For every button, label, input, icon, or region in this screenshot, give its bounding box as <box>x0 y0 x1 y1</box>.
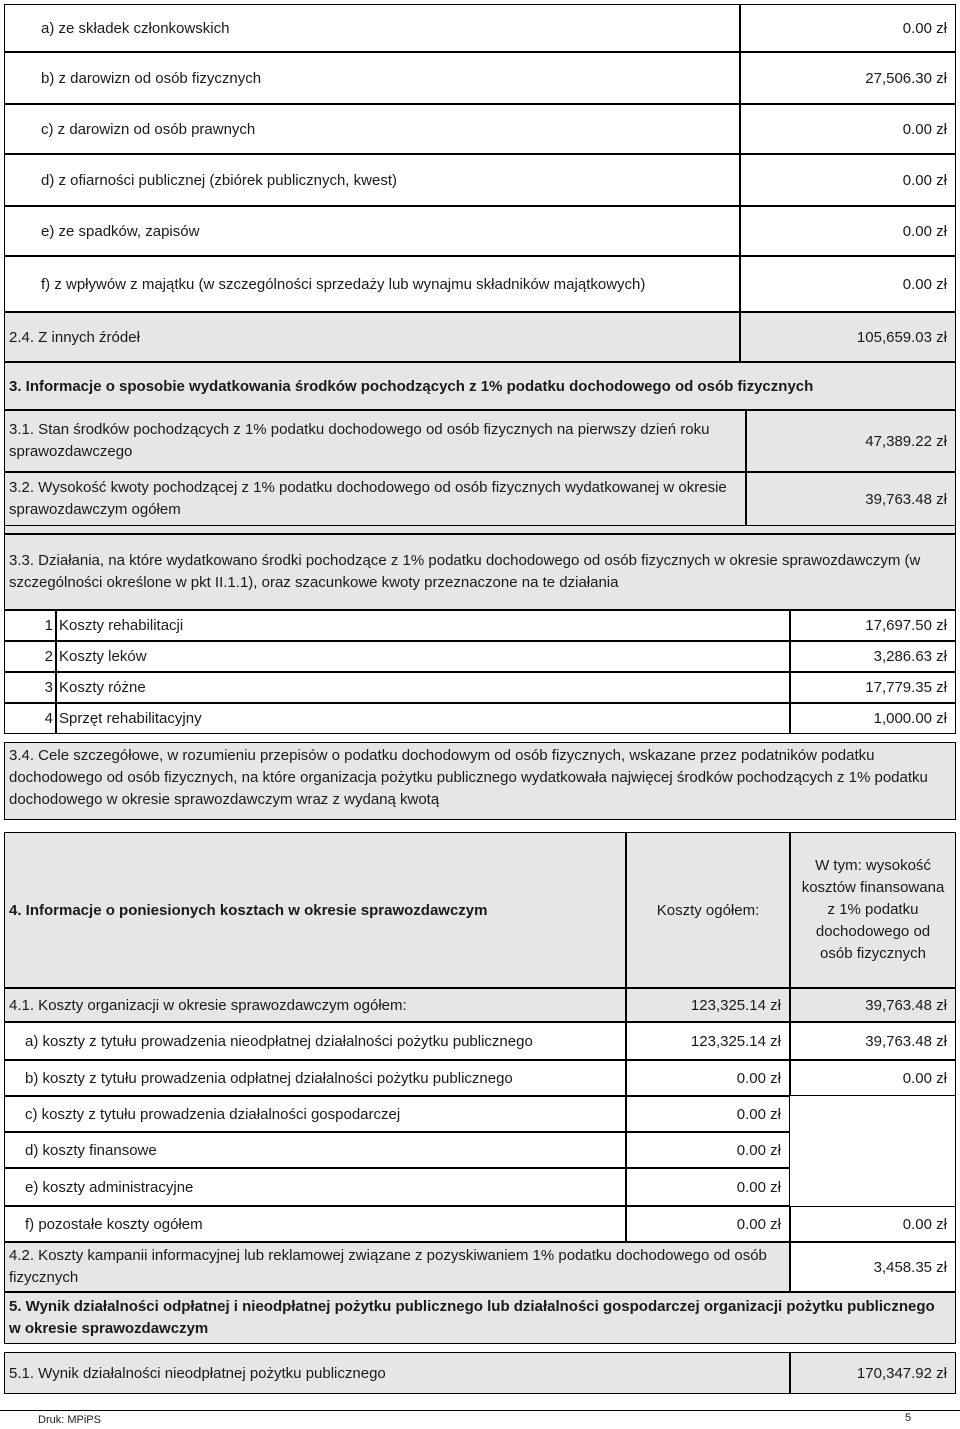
cost-row-b-label: b) koszty z tytułu prowadzenia odpłatnej działalności pożytku publicznego <box>4 1060 626 1096</box>
income-row-f: f) z wpływów z majątku (w szczególności sprzedaży lub wynajmu składników majątkowych) <box>4 256 740 312</box>
section-2-4-label: 2.4. Z innych źródeł <box>4 312 740 362</box>
cost-row-e-1pct-empty <box>790 1168 956 1206</box>
section-5-1-label: 5.1. Wynik działalności nieodpłatnej pożytku publicznego <box>4 1352 790 1394</box>
section-5-title: 5. Wynik działalności odpłatnej i nieodpłatnej pożytku publicznego lub działalności gospodarczej organizacji pożytku publicznego w okresie sprawozdawczym <box>4 1292 956 1344</box>
cost-row-f-total: 0.00 zł <box>626 1206 790 1242</box>
activity-value: 17,697.50 zł <box>790 610 956 641</box>
column-header-1pct: W tym: wysokość kosztów finansowana z 1% podatku dochodowego od osób fizycznych <box>790 832 956 988</box>
cost-row-d-1pct-empty <box>790 1132 956 1168</box>
cost-row-c-label: c) koszty z tytułu prowadzenia działalności gospodarczej <box>4 1096 626 1132</box>
activity-name: Sprzęt rehabilitacyjny <box>56 703 790 734</box>
section-4-1-total: 123,325.14 zł <box>626 988 790 1022</box>
cost-row-a-1pct: 39,763.48 zł <box>790 1022 956 1060</box>
income-value-f: 0.00 zł <box>740 256 956 312</box>
cost-row-b-total: 0.00 zł <box>626 1060 790 1096</box>
income-row-b: b) z darowizn od osób fizycznych <box>4 52 740 104</box>
income-value-b: 27,506.30 zł <box>740 52 956 104</box>
footer-page-number: 5 <box>905 1412 912 1424</box>
section-4-2-value: 3,458.35 zł <box>790 1242 956 1292</box>
income-row-a: a) ze składek członkowskich <box>4 4 740 52</box>
cost-row-a-total: 123,325.14 zł <box>626 1022 790 1060</box>
activity-num: 4 <box>4 703 56 734</box>
section-3-1-label: 3.1. Stan środków pochodzących z 1% podatku dochodowego od osób fizycznych na pierwszy dzień roku sprawozdawczego <box>4 410 746 472</box>
cost-row-b-1pct: 0.00 zł <box>790 1060 956 1096</box>
cost-row-c-1pct-empty <box>790 1096 956 1132</box>
cost-row-a-label: a) koszty z tytułu prowadzenia nieodpłatnej działalności pożytku publicznego <box>4 1022 626 1060</box>
cost-row-e-total: 0.00 zł <box>626 1168 790 1206</box>
cost-row-c-total: 0.00 zł <box>626 1096 790 1132</box>
cost-row-d-total: 0.00 zł <box>626 1132 790 1168</box>
income-value-e: 0.00 zł <box>740 206 956 256</box>
income-value-d: 0.00 zł <box>740 154 956 206</box>
income-value-c: 0.00 zł <box>740 104 956 154</box>
activity-name: Koszty leków <box>56 641 790 672</box>
cost-row-f-label: f) pozostałe koszty ogółem <box>4 1206 626 1242</box>
section-3-title: 3. Informacje o sposobie wydatkowania środków pochodzących z 1% podatku dochodowego od osób fizycznych <box>4 362 956 410</box>
section-4-1-label: 4.1. Koszty organizacji w okresie sprawozdawczym ogółem: <box>4 988 626 1022</box>
income-row-e: e) ze spadków, zapisów <box>4 206 740 256</box>
cost-row-d-label: d) koszty finansowe <box>4 1132 626 1168</box>
cost-row-f-1pct: 0.00 zł <box>790 1206 956 1242</box>
section-2-4-value: 105,659.03 zł <box>740 312 956 362</box>
section-3-2-label: 3.2. Wysokość kwoty pochodzącej z 1% podatku dochodowego od osób fizycznych wydatkowanej w okresie sprawozdawczym ogółem <box>4 472 746 526</box>
section-3-3-label: 3.3. Działania, na które wydatkowano środki pochodzące z 1% podatku dochodowego od osób fizycznych w okresie sprawozdawczym (w szczególności określone w pkt II.1.1), oraz szacunkowe kwoty przeznaczone na te działania <box>4 534 956 610</box>
activity-num: 1 <box>4 610 56 641</box>
footer-divider <box>0 1410 960 1411</box>
activity-num: 3 <box>4 672 56 703</box>
activity-value: 17,779.35 zł <box>790 672 956 703</box>
section-4-1-1pct: 39,763.48 zł <box>790 988 956 1022</box>
activity-value: 1,000.00 zł <box>790 703 956 734</box>
section-3-2-value: 39,763.48 zł <box>746 472 956 526</box>
income-row-d: d) z ofiarności publicznej (zbiórek publicznych, kwest) <box>4 154 740 206</box>
activity-value: 3,286.63 zł <box>790 641 956 672</box>
cost-row-e-label: e) koszty administracyjne <box>4 1168 626 1206</box>
activity-num: 2 <box>4 641 56 672</box>
section-4-2-label: 4.2. Koszty kampanii informacyjnej lub reklamowej związane z pozyskiwaniem 1% podatku dochodowego od osób fizycznych <box>4 1242 790 1292</box>
section-3-4-label: 3.4. Cele szczegółowe, w rozumieniu przepisów o podatku dochodowym od osób fizycznych, wskazane przez podatników podatku dochodowego od osób fizycznych, na które organizacja pożytku publicznego wydatkowała najwięcej środków pochodzących z 1% podatku dochodowego w okresie sprawozdawczym wraz z wydaną kwotą <box>4 742 956 820</box>
income-value-a: 0.00 zł <box>740 4 956 52</box>
column-header-total: Koszty ogółem: <box>626 832 790 988</box>
activity-name: Koszty różne <box>56 672 790 703</box>
section-4-title: 4. Informacje o poniesionych kosztach w okresie sprawozdawczym <box>4 832 626 988</box>
section-3-1-value: 47,389.22 zł <box>746 410 956 472</box>
activity-name: Koszty rehabilitacji <box>56 610 790 641</box>
income-row-c: c) z darowizn od osób prawnych <box>4 104 740 154</box>
footer-print-label: Druk: MPiPS <box>38 1414 101 1426</box>
section-5-1-value: 170,347.92 zł <box>790 1352 956 1394</box>
